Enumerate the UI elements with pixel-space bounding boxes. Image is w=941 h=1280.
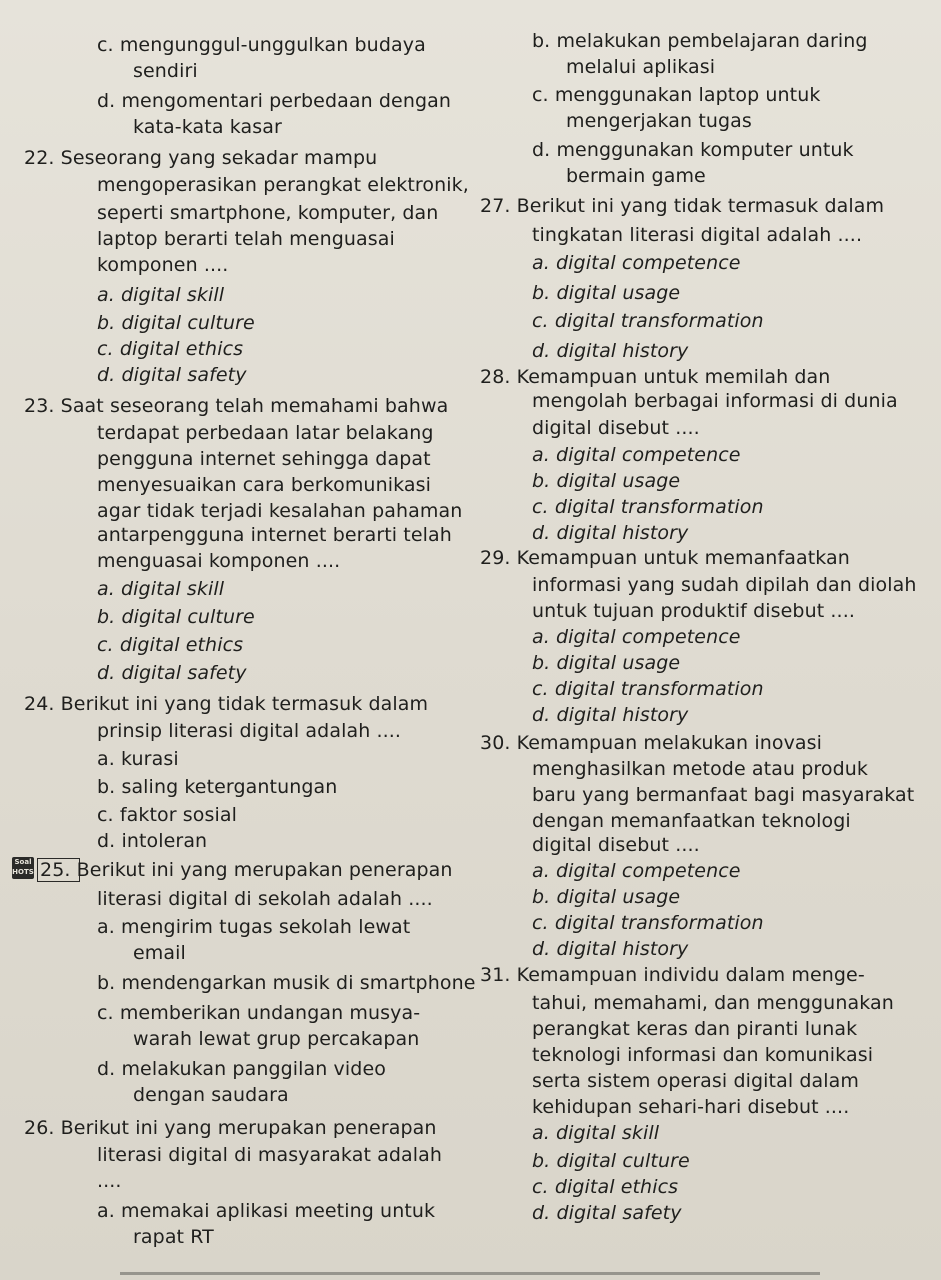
- q25-option-a: a. mengirim tugas sekolah lewat: [97, 916, 411, 938]
- q26-option-d: d. menggunakan komputer untuk: [532, 139, 854, 161]
- q31-option-a: a. digital skill: [532, 1122, 660, 1144]
- q22-question-line: laptop berarti telah menguasai: [97, 228, 395, 250]
- q28-option-b: b. digital usage: [532, 470, 681, 492]
- q30-option-b: b. digital usage: [532, 886, 681, 908]
- q27-option-c: c. digital transformation: [532, 310, 764, 332]
- q22-question-line: seperti smartphone, komputer, dan: [97, 202, 439, 224]
- q27-option-a: a. digital competence: [532, 252, 741, 274]
- q31-question-line: kehidupan sehari-hari disebut ....: [532, 1096, 850, 1118]
- q25-option-b: b. mendengarkan musik di smartphone: [97, 972, 476, 994]
- q23-question-line: antarpengguna internet berarti telah: [97, 524, 452, 546]
- q27-option-d: d. digital history: [532, 340, 689, 362]
- q30-option-d: d. digital history: [532, 938, 689, 960]
- q25-question-line: literasi digital di sekolah adalah ....: [97, 888, 433, 910]
- q24-option-a: a. kurasi: [97, 748, 179, 770]
- q23-question-line: menguasai komponen ....: [97, 550, 341, 572]
- q31-question-line: serta sistem operasi digital dalam: [532, 1070, 859, 1092]
- q21-option-d: d. mengomentari perbedaan dengan: [97, 90, 452, 112]
- q28-question-line: digital disebut ....: [532, 417, 700, 439]
- q25-option-c: c. memberikan undangan musya-: [97, 1002, 421, 1024]
- q31-question-line: teknologi informasi dan komunikasi: [532, 1044, 874, 1066]
- q22-option-b: b. digital culture: [97, 312, 255, 334]
- q26-option-a: a. memakai aplikasi meeting untuk: [97, 1200, 436, 1222]
- q29-option-a: a. digital competence: [532, 626, 741, 648]
- q30-question-line: dengan memanfaatkan teknologi: [532, 810, 851, 832]
- q30-question-line: digital disebut ....: [532, 834, 700, 856]
- q30-option-a: a. digital competence: [532, 860, 741, 882]
- q29-option-d: d. digital history: [532, 704, 689, 726]
- q30-question-line: menghasilkan metode atau produk: [532, 758, 868, 780]
- q23-question: 23. Saat seseorang telah memahami bahwa: [24, 395, 449, 417]
- q24-option-c: c. faktor sosial: [97, 804, 238, 826]
- q25-option-d-cont: dengan saudara: [133, 1084, 289, 1106]
- q24-question-line: prinsip literasi digital adalah ....: [97, 720, 402, 742]
- q26-question: 26. Berikut ini yang merupakan penerapan: [24, 1117, 437, 1139]
- q27-option-b: b. digital usage: [532, 282, 681, 304]
- q23-question-line: menyesuaikan cara berkomunikasi: [97, 474, 431, 496]
- q29-question-line: informasi yang sudah dipilah dan diolah: [532, 574, 917, 596]
- q26-option-c-cont: mengerjakan tugas: [566, 110, 752, 132]
- q23-question-line: agar tidak terjadi kesalahan pahaman: [97, 500, 463, 522]
- q22-question: 22. Seseorang yang sekadar mampu: [24, 147, 378, 169]
- q26-option-b-cont: melalui aplikasi: [566, 56, 716, 78]
- q26-option-a-cont: rapat RT: [133, 1226, 214, 1248]
- q31-option-c: c. digital ethics: [532, 1176, 679, 1198]
- q26-question-line: literasi digital di masyarakat adalah: [97, 1144, 443, 1166]
- q23-option-a: a. digital skill: [97, 578, 225, 600]
- q28-question: 28. Kemampuan untuk memilah dan: [480, 366, 831, 388]
- q31-question-line: perangkat keras dan piranti lunak: [532, 1018, 858, 1040]
- q26-option-b: b. melakukan pembelajaran daring: [532, 30, 868, 52]
- q31-question-line: tahui, memahami, dan menggunakan: [532, 992, 894, 1014]
- q23-option-b: b. digital culture: [97, 606, 255, 628]
- q22-question-line: mengoperasikan perangkat elektronik,: [97, 174, 469, 196]
- q28-option-d: d. digital history: [532, 522, 689, 544]
- q22-option-d: d. digital safety: [97, 364, 247, 386]
- q26-question-line: ....: [97, 1170, 122, 1192]
- q29-option-b: b. digital usage: [532, 652, 681, 674]
- q29-question: 29. Kemampuan untuk memanfaatkan: [480, 547, 850, 569]
- q31-question: 31. Kemampuan individu dalam menge-: [480, 964, 865, 986]
- q24-option-d: d. intoleran: [97, 830, 208, 852]
- q31-option-d: d. digital safety: [532, 1202, 682, 1224]
- q29-option-c: c. digital transformation: [532, 678, 764, 700]
- q27-question: 27. Berikut ini yang tidak termasuk dalam: [480, 195, 885, 217]
- q24-option-b: b. saling ketergantungan: [97, 776, 338, 798]
- q26-option-c: c. menggunakan laptop untuk: [532, 84, 821, 106]
- q25-question: 25. Berikut ini yang merupakan penerapan: [40, 859, 453, 881]
- q28-question-line: mengolah berbagai informasi di dunia: [532, 390, 898, 412]
- page-bottom-rule: [120, 1272, 820, 1275]
- q21-option-c-cont: sendiri: [133, 60, 198, 82]
- q30-option-c: c. digital transformation: [532, 912, 764, 934]
- q21-option-d-cont: kata-kata kasar: [133, 116, 282, 138]
- q23-option-d: d. digital safety: [97, 662, 247, 684]
- q28-option-a: a. digital competence: [532, 444, 741, 466]
- q25-option-d: d. melakukan panggilan video: [97, 1058, 386, 1080]
- q30-question: 30. Kemampuan melakukan inovasi: [480, 732, 823, 754]
- q28-option-c: c. digital transformation: [532, 496, 764, 518]
- q30-question-line: baru yang bermanfaat bagi masyarakat: [532, 784, 915, 806]
- q22-option-a: a. digital skill: [97, 284, 225, 306]
- q23-question-line: pengguna internet sehingga dapat: [97, 448, 431, 470]
- q25-option-c-cont: warah lewat grup percakapan: [133, 1028, 420, 1050]
- q31-option-b: b. digital culture: [532, 1150, 690, 1172]
- q23-question-line: terdapat perbedaan latar belakang: [97, 422, 434, 444]
- q27-question-line: tingkatan literasi digital adalah ....: [532, 224, 863, 246]
- q24-question: 24. Berikut ini yang tidak termasuk dalam: [24, 693, 429, 715]
- hots-badge-icon: Soal HOTS: [12, 857, 34, 879]
- q22-question-line: komponen ....: [97, 254, 229, 276]
- q25-option-a-cont: email: [133, 942, 186, 964]
- q21-option-c: c. mengunggul-unggulkan budaya: [97, 34, 426, 56]
- q22-option-c: c. digital ethics: [97, 338, 244, 360]
- q23-option-c: c. digital ethics: [97, 634, 244, 656]
- q29-question-line: untuk tujuan produktif disebut ....: [532, 600, 855, 622]
- q26-option-d-cont: bermain game: [566, 165, 706, 187]
